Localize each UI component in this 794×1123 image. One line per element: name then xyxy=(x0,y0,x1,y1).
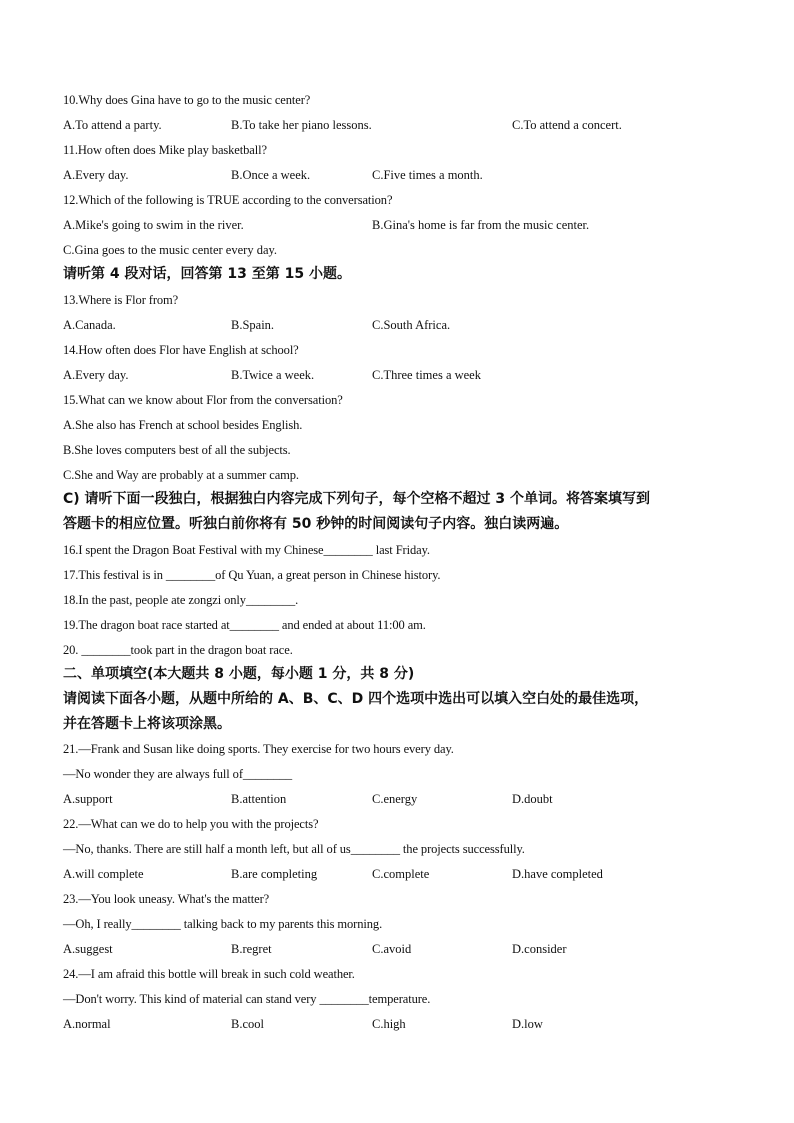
question-17: 17.This festival is in ________of Qu Yuan, a great person in Chinese history. xyxy=(63,568,441,582)
question-11-stem: 11.How often does Mike play basketball? xyxy=(63,143,267,157)
q23-option-d: D.consider xyxy=(512,942,567,956)
question-24-line-1: 24.—I am afraid this bottle will break in such cold weather. xyxy=(63,967,355,981)
question-10-stem: 10.Why does Gina have to go to the music center? xyxy=(63,93,311,107)
question-14-stem: 14.How often does Flor have English at school? xyxy=(63,343,299,357)
q15-option-a: A.She also has French at school besides English. xyxy=(63,418,303,432)
q10-option-b: B.To take her piano lessons. xyxy=(231,118,372,132)
section-4-heading: 请听第 4 段对话，回答第 13 至第 15 小题。 xyxy=(63,266,351,282)
question-22-line-2: —No, thanks. There are still half a month left, but all of us________ the projects successfully. xyxy=(63,842,525,856)
question-15-stem: 15.What can we know about Flor from the conversation? xyxy=(63,393,343,407)
q10-option-a: A.To attend a party. xyxy=(63,118,162,132)
question-19: 19.The dragon boat race started at________ and ended at about 11:00 am. xyxy=(63,618,426,632)
q10-option-c: C.To attend a concert. xyxy=(512,118,622,132)
q11-option-b: B.Once a week. xyxy=(231,168,311,182)
q23-option-b: B.regret xyxy=(231,942,272,956)
q21-option-a: A.support xyxy=(63,792,113,806)
q21-option-b: B.attention xyxy=(231,792,287,806)
q15-option-b: B.She loves computers best of all the subjects. xyxy=(63,443,291,457)
q15-option-c: C.She and Way are probably at a summer camp. xyxy=(63,468,299,482)
question-21-line-1: 21.—Frank and Susan like doing sports. They exercise for two hours every day. xyxy=(63,742,454,756)
q22-option-a: A.will complete xyxy=(63,867,144,881)
question-18: 18.In the past, people ate zongzi only________. xyxy=(63,593,299,607)
part-c-heading-line-1: C) 请听下面一段独白，根据独白内容完成下列句子，每个空格不超过 3 个单词。将答案填写到 xyxy=(63,491,651,507)
q13-option-a: A.Canada. xyxy=(63,318,116,332)
q13-option-c: C.South Africa. xyxy=(372,318,451,332)
q14-option-c: C.Three times a week xyxy=(372,368,481,382)
question-23-line-1: 23.—You look uneasy. What's the matter? xyxy=(63,892,270,906)
question-21-line-2: —No wonder they are always full of________ xyxy=(63,767,293,781)
q22-option-d: D.have completed xyxy=(512,867,603,881)
question-20: 20. ________took part in the dragon boat race. xyxy=(63,643,293,657)
q23-option-a: A.suggest xyxy=(63,942,113,956)
q21-option-c: C.energy xyxy=(372,792,418,806)
question-12-stem: 12.Which of the following is TRUE according to the conversation? xyxy=(63,193,393,207)
q24-option-d: D.low xyxy=(512,1017,543,1031)
question-24-line-2: —Don't worry. This kind of material can stand very ________temperature. xyxy=(63,992,431,1006)
q13-option-b: B.Spain. xyxy=(231,318,275,332)
q14-option-b: B.Twice a week. xyxy=(231,368,315,382)
q11-option-a: A.Every day. xyxy=(63,168,129,182)
q12-option-a: A.Mike's going to swim in the river. xyxy=(63,218,244,232)
q22-option-c: C.complete xyxy=(372,867,430,881)
question-16: 16.I spent the Dragon Boat Festival with my Chinese________ last Friday. xyxy=(63,543,430,557)
question-22-line-1: 22.—What can we do to help you with the projects? xyxy=(63,817,319,831)
part-2-heading: 二、单项填空(本大题共 8 小题，每小题 1 分，共 8 分) xyxy=(63,666,415,682)
q22-option-b: B.are completing xyxy=(231,867,318,881)
question-23-line-2: —Oh, I really________ talking back to my parents this morning. xyxy=(63,917,383,931)
part-c-heading-line-2: 答题卡的相应位置。听独白前你将有 50 秒钟的时间阅读句子内容。独白读两遍。 xyxy=(63,516,569,532)
q12-option-c: C.Gina goes to the music center every day. xyxy=(63,243,278,257)
q21-option-d: D.doubt xyxy=(512,792,553,806)
q24-option-c: C.high xyxy=(372,1017,406,1031)
q23-option-c: C.avoid xyxy=(372,942,412,956)
part-2-instruction-line-2: 并在答题卡上将该项涂黑。 xyxy=(63,716,231,732)
part-2-instruction-line-1: 请阅读下面各小题，从题中所给的 A、B、C、D 四个选项中选出可以填入空白处的最佳选项， xyxy=(63,691,649,707)
question-13-stem: 13.Where is Flor from? xyxy=(63,293,179,307)
q11-option-c: C.Five times a month. xyxy=(372,168,483,182)
q24-option-a: A.normal xyxy=(63,1017,111,1031)
q24-option-b: B.cool xyxy=(231,1017,264,1031)
q12-option-b: B.Gina's home is far from the music center. xyxy=(372,218,590,232)
q14-option-a: A.Every day. xyxy=(63,368,129,382)
